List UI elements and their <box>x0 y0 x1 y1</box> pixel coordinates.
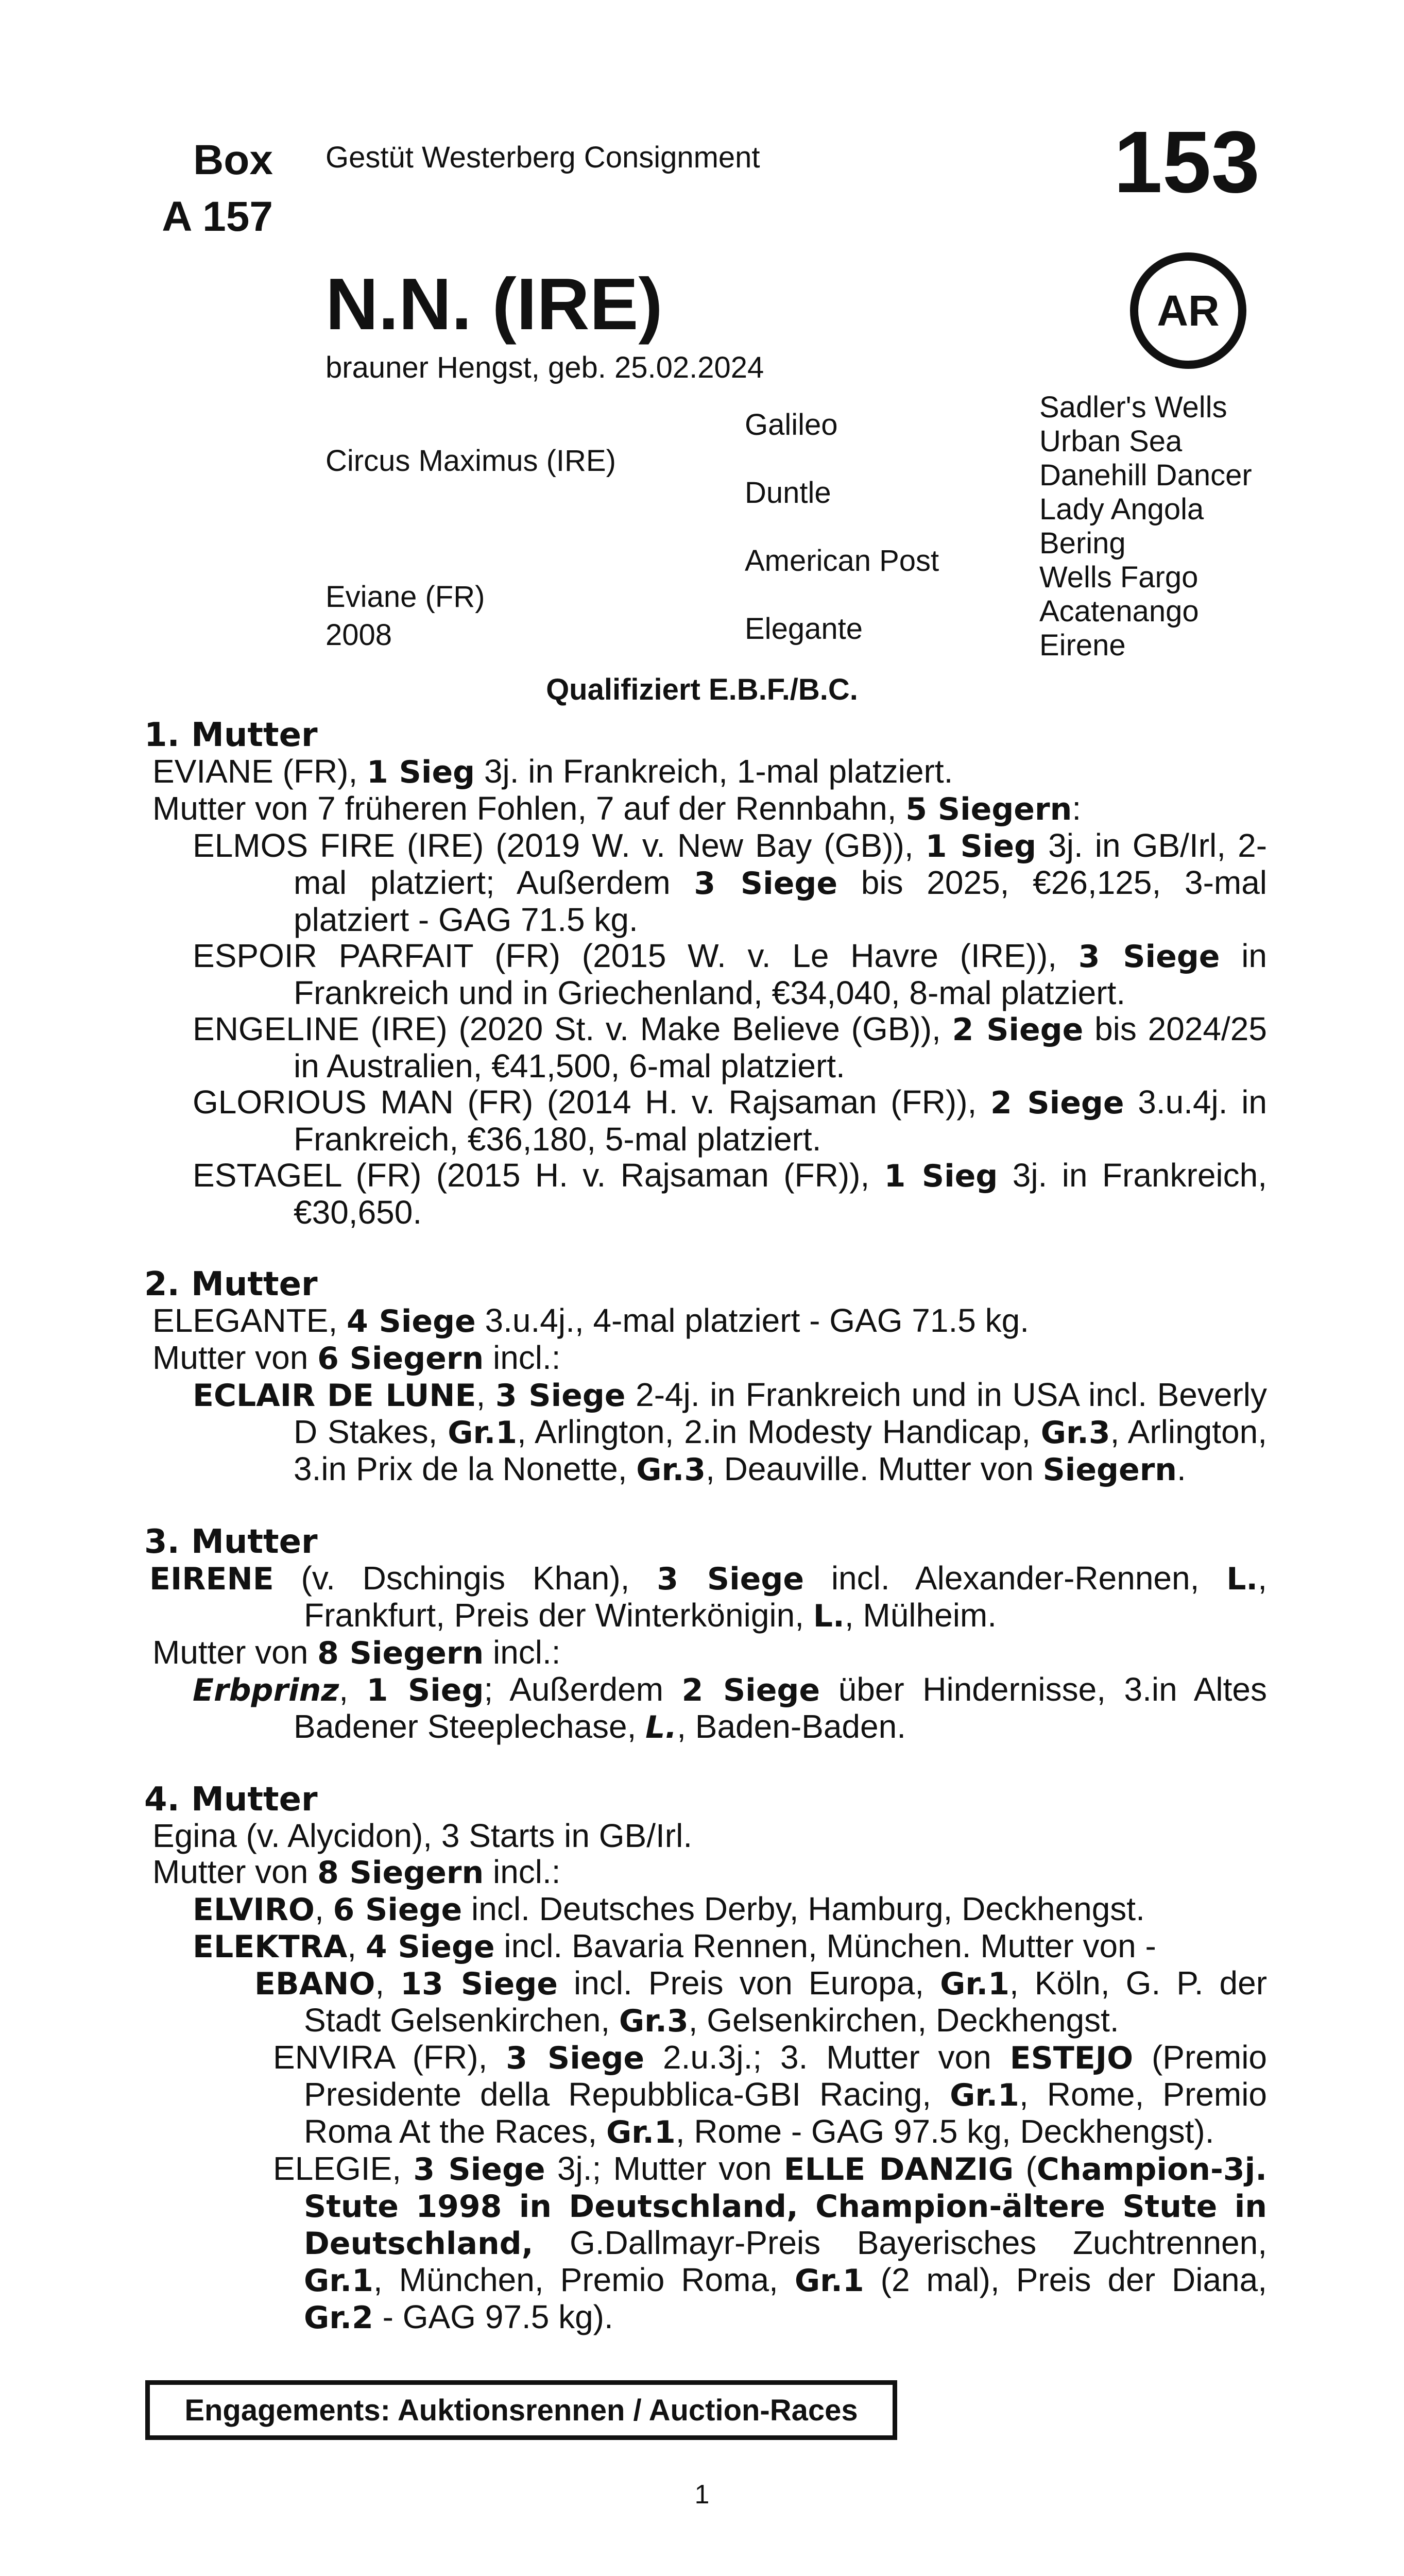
page-number: 1 <box>694 2480 710 2510</box>
qualification: Qualifiziert E.B.F./B.C. <box>546 673 858 706</box>
pedigree-gen3: Danehill Dancer <box>1039 459 1252 492</box>
family-text <box>144 717 1267 2336</box>
pedigree-sire: Circus Maximus (IRE) <box>326 444 616 478</box>
section-title: 4. Mutter <box>144 1781 318 1819</box>
pedigree-gen3: Wells Fargo <box>1039 561 1198 594</box>
produce-entry: ENGELINE (IRE) (2020 St. v. Make Believe (GB)), 2 Siege bis 2024/25 in Australien, €41,500, 6-mal platziert. <box>193 1010 1267 1084</box>
produce-line: Mutter von 8 Siegern incl.: <box>152 1853 561 1891</box>
horse-description: brauner Hengst, geb. 25.02.2024 <box>326 351 764 384</box>
consignor: Gestüt Westerberg Consignment <box>326 141 760 174</box>
pedigree-gen3: Acatenango <box>1039 595 1199 628</box>
engagements-box <box>145 2380 897 2440</box>
dam-line: EIRENE (v. Dschingis Khan), 3 Siege incl. Alexander-Rennen, L., Frankfurt, Preis der Winterkönigin, L., Mülheim. <box>149 1560 1267 1634</box>
produce-line: Mutter von 7 früheren Fohlen, 7 auf der Rennbahn, 5 Siegern: <box>152 790 1082 827</box>
produce-entry: ELMOS FIRE (IRE) (2019 W. v. New Bay (GB)), 1 Sieg 3j. in GB/Irl, 2-mal platziert; Außerdem 3 Siege bis 2025, €26,125, 3-mal platziert - GAG 71.5 kg. <box>193 827 1268 938</box>
pedigree-gen2: Elegante <box>745 612 863 646</box>
section-title: 1. Mutter <box>144 716 318 754</box>
horse-name: N.N. (IRE) <box>326 263 663 345</box>
produce-entry: ESTAGEL (FR) (2015 H. v. Rajsaman (FR)), 1 Sieg 3j. in Frankreich, €30,650. <box>193 1157 1268 1231</box>
produce-entry: ELEGIE, 3 Siege 3j.; Mutter von ELLE DANZIG (Champion-3j. Stute 1998 in Deutschland, Champion-ältere Stute in Deutschland, G.Dallmayr-Preis Bayerisches Zuchtrennen, Gr.1, München, Premio Roma, Gr.1 (2 mal), Preis der Diana, Gr.2 - GAG 97.5 kg). <box>273 2150 1268 2336</box>
pedigree-gen3: Urban Sea <box>1039 425 1183 458</box>
produce-entry: ECLAIR DE LUNE, 3 Siege 2-4j. in Frankreich und in USA incl. Beverly D Stakes, Gr.1, Arlington, 2.in Modesty Handicap, Gr.3, Arlington, 3.in Prix de la Nonette, Gr.3, Deauville. Mutter von Siegern. <box>193 1376 1268 1488</box>
section-title: 3. Mutter <box>144 1523 318 1561</box>
box-number: A 157 <box>162 193 273 240</box>
produce-line: Mutter von 6 Siegern incl.: <box>152 1339 561 1377</box>
produce-line: Mutter von 8 Siegern incl.: <box>152 1634 561 1671</box>
pedigree-dam: Eviane (FR) <box>326 580 485 614</box>
dam-line: EVIANE (FR), 1 Sieg 3j. in Frankreich, 1-mal platziert. <box>152 753 953 790</box>
produce-entry: EBANO, 13 Siege incl. Preis von Europa, Gr.1, Köln, G. P. der Stadt Gelsenkirchen, Gr.3, Gelsenkirchen, Deckhengst. <box>254 1964 1268 2039</box>
pedigree-gen3: Lady Angola <box>1039 493 1204 526</box>
ar-badge-label: AR <box>1157 286 1220 335</box>
produce-entry: Erbprinz, 1 Sieg; Außerdem 2 Siege über Hindernisse, 3.in Altes Badener Steeplechase, L., Baden-Baden. <box>193 1671 1268 1745</box>
produce-entry: ELEKTRA, 4 Siege incl. Bavaria Rennen, München. Mutter von - <box>193 1927 1156 1965</box>
pedigree-gen2: American Post <box>745 544 939 578</box>
engagements-label: Engagements: Auktionsrennen / Auction-Races <box>184 2393 858 2427</box>
pedigree-gen3: Sadler's Wells <box>1039 391 1227 424</box>
dam-line: ELEGANTE, 4 Siege 3.u.4j., 4-mal platziert - GAG 71.5 kg. <box>152 1302 1029 1340</box>
produce-entry: ESPOIR PARFAIT (FR) (2015 W. v. Le Havre (IRE)), 3 Siege in Frankreich und in Griechenland, €34,040, 8-mal platziert. <box>193 937 1268 1011</box>
section-title: 2. Mutter <box>144 1265 318 1303</box>
pedigree-gen3: Bering <box>1039 527 1126 560</box>
box-label: Box <box>193 137 273 183</box>
produce-entry: ENVIRA (FR), 3 Siege 2.u.3j.; 3. Mutter von ESTEJO (Premio Presidente della Repubblica-GBI Racing, Gr.1, Rome, Premio Roma At the Races, Gr.1, Rome - GAG 97.5 kg, Deckhengst). <box>273 2039 1268 2150</box>
pedigree-gen2: Galileo <box>745 408 838 442</box>
lot-number: 153 <box>1114 113 1260 211</box>
dam-line: Egina (v. Alycidon), 3 Starts in GB/Irl. <box>152 1817 693 1854</box>
produce-entry: ELVIRO, 6 Siege incl. Deutsches Derby, Hamburg, Deckhengst. <box>193 1890 1145 1928</box>
pedigree-gen3: Eirene <box>1039 629 1126 662</box>
pedigree-gen2: Duntle <box>745 476 831 510</box>
produce-entry: GLORIOUS MAN (FR) (2014 H. v. Rajsaman (FR)), 2 Siege 3.u.4j. in Frankreich, €36,180, 5-mal platziert. <box>193 1083 1268 1158</box>
ar-badge <box>1130 252 1246 369</box>
pedigree-dam-year: 2008 <box>326 618 392 652</box>
